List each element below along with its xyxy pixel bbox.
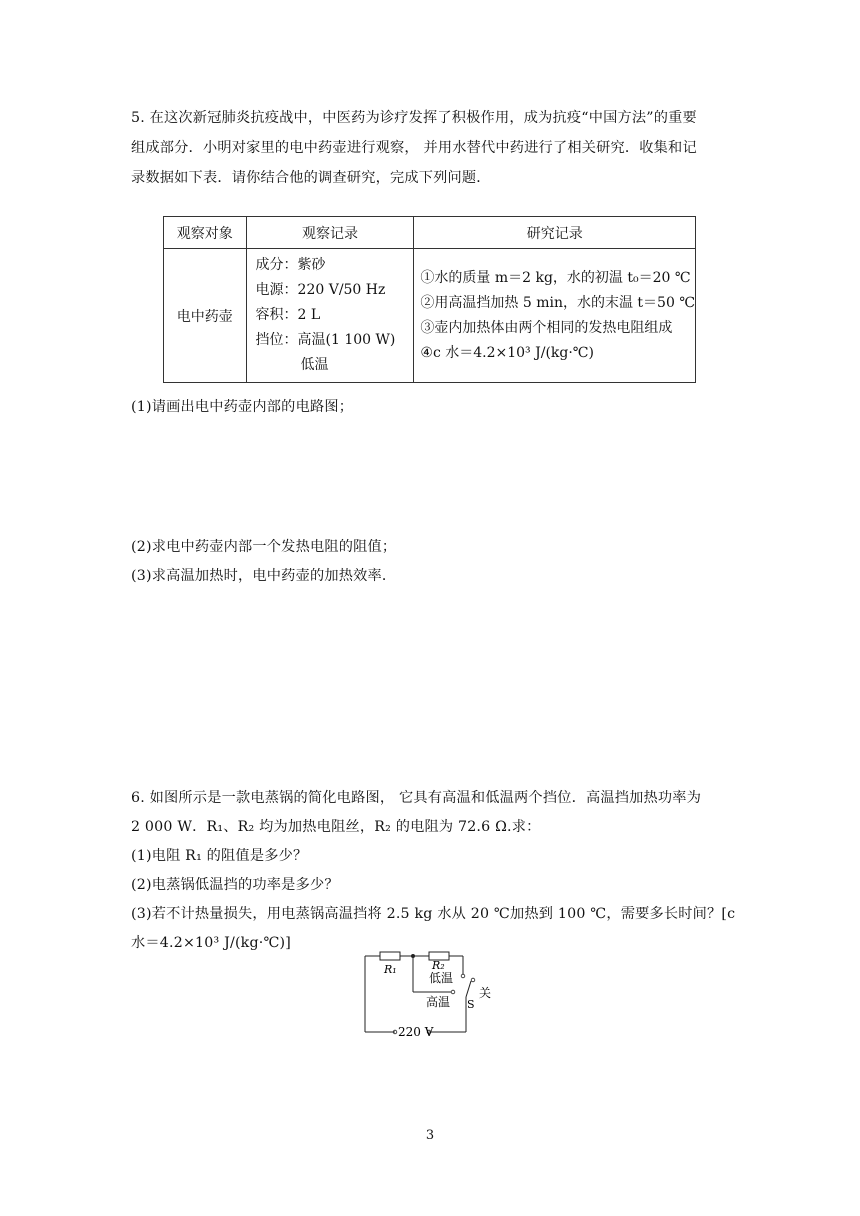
header-observation: 观察记录 bbox=[246, 217, 414, 249]
research-item: ④c 水＝4.2×10³ J/(kg·℃) bbox=[420, 344, 594, 361]
observation-item: 电源：220 V/50 Hz bbox=[255, 282, 386, 298]
junction-dot bbox=[411, 954, 415, 958]
q5-sub1: (1)请画出电中药壶内部的电路图； bbox=[131, 399, 354, 415]
q6-sub1: (1)电阻 R₁ 的阻值是多少？ bbox=[131, 848, 308, 864]
research-item: ②用高温挡加热 5 min，水的末温 t＝50 ℃ bbox=[420, 294, 695, 311]
object-cell: 电中药壶 bbox=[164, 249, 247, 383]
contact-low bbox=[461, 974, 465, 978]
resistor-r1 bbox=[380, 952, 400, 960]
q5-line2: 组成部分．小明对家里的电中药壶进行观察， 并用水替代中药进行了相关研究．收集和记 bbox=[131, 140, 697, 156]
contact-off bbox=[471, 978, 475, 982]
q6-sub2: (2)电蒸锅低温挡的功率是多少？ bbox=[131, 877, 339, 893]
circuit-diagram bbox=[355, 945, 505, 1045]
contact-high bbox=[451, 990, 455, 994]
table-header-row bbox=[164, 217, 696, 249]
label-high: 高温 bbox=[426, 995, 451, 1009]
q5-sub2: (2)求电中药壶内部一个发热电阻的阻值； bbox=[131, 539, 397, 555]
observation-cell bbox=[246, 249, 414, 383]
label-r1: R₁ bbox=[384, 963, 397, 976]
q5-line1: 5. 在这次新冠肺炎抗疫战中，中医药为诊疗发挥了积极作用，成为抗疫“中国方法”的重要 bbox=[131, 110, 697, 126]
research-item: ③壶内加热体由两个相同的发热电阻组成 bbox=[420, 319, 673, 336]
observation-table bbox=[163, 216, 696, 383]
label-r2: R₂ bbox=[432, 959, 445, 972]
label-off: 关 bbox=[479, 986, 492, 1000]
q6-line2: 2 000 W．R₁、R₂ 均为加热电阻丝，R₂ 的电阻为 72.6 Ω.求： bbox=[131, 819, 541, 835]
q6-sub3a: (3)若不计热量损失，用电蒸锅高温挡将 2.5 kg 水从 20 ℃加热到 100 ℃，需要多长时间？[c bbox=[131, 906, 736, 922]
header-object: 观察对象 bbox=[164, 217, 247, 249]
label-voltage: 220 V bbox=[398, 1025, 434, 1039]
page-number: 3 bbox=[425, 1128, 435, 1143]
table-row bbox=[164, 249, 696, 383]
q6-line1: 6. 如图所示是一款电蒸锅的简化电路图， 它具有高温和低温两个挡位．高温挡加热功率为 bbox=[131, 790, 702, 806]
q6-sub3b: 水＝4.2×10³ J/(kg·℃)] bbox=[131, 935, 292, 951]
observation-item: 成分：紫砂 bbox=[255, 257, 326, 273]
research-item: ①水的质量 m＝2 kg，水的初温 t₀＝20 ℃ bbox=[420, 269, 691, 286]
label-switch: S bbox=[467, 998, 475, 1011]
label-low: 低温 bbox=[429, 971, 454, 985]
q5-line3: 录数据如下表．请你结合他的调查研究，完成下列问题． bbox=[131, 170, 491, 186]
observation-item: 挡位：高温(1 100 W) bbox=[255, 332, 396, 348]
observation-item: 低温 bbox=[300, 357, 329, 373]
header-research: 研究记录 bbox=[414, 217, 696, 249]
q5-sub3: (3)求高温加热时，电中药壶的加热效率． bbox=[131, 568, 397, 584]
observation-item: 容积：2 L bbox=[255, 307, 321, 323]
research-cell bbox=[414, 249, 696, 383]
